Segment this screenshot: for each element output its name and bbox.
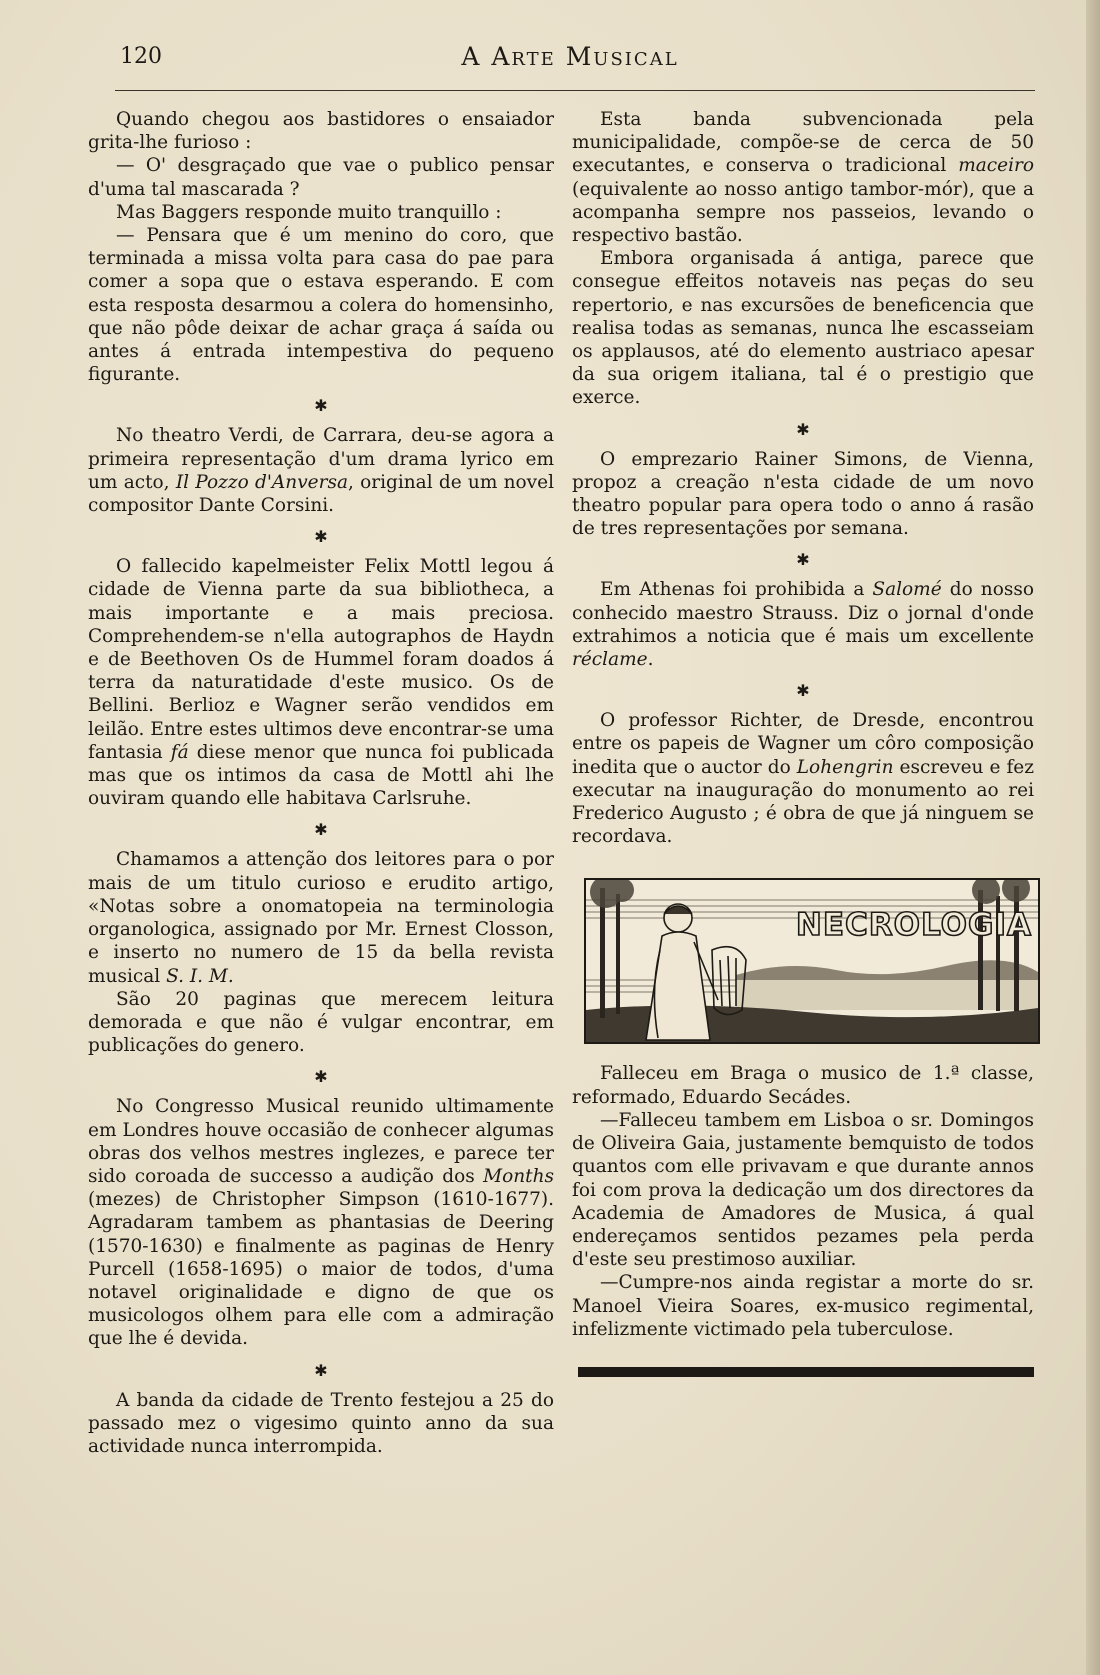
section-asterisk: ✱	[314, 820, 328, 840]
paragraph: A banda da cidade de Trento festejou a 25 do passado mez o vigesimo quinto anno da sua actividade nunca interrompida.	[88, 1389, 554, 1457]
paragraph: No Congresso Musical reunido ultimamente em Londres houve occasião de conhecer algumas obras dos velhos mestres inglezes, e parece ter sido coroada de successo a audição dos Months (mezes) de Christopher Simpson (1610-1677). Agradaram tambem as phantasias de Deering (1570-1630) e finalmente as paginas de Henry Purcell (1658-1695) o maior de todos, d'uma notavel originalidade e digno de que os musicologos olhem para elle com a admiração que lhe é devida.	[88, 1096, 554, 1350]
obituary-item: Falleceu em Braga o musico de 1.ª classe, reformado, Eduardo Secádes.	[572, 1063, 1034, 1108]
section-asterisk: ✱	[314, 1067, 328, 1087]
opera-title: Lohengrin	[796, 756, 894, 778]
section-asterisk: ✱	[796, 681, 810, 701]
paragraph: Quando chegou aos bastidores o ensaiador grita-lhe furioso :	[88, 109, 554, 154]
italic-term: fá	[170, 741, 189, 763]
section-asterisk: ✱	[314, 396, 328, 416]
section-asterisk: ✱	[314, 527, 328, 547]
paragraph: Chamamos a attenção dos leitores para o por mais de um titulo curioso e erudito artigo, «Notas sobre a onomatopeia na terminologia organologica, assignado por Mr. Ernest Closson, e inserto no numero de 15 da bella revista musical S. I. M.	[88, 849, 554, 987]
paragraph: Esta banda subvencionada pela municipalidade, compõe-se de cerca de 50 executantes, e conserva o tradicional maceiro (equivalente ao nosso antigo tambor-mór), que a acompanha sempre nos passeios, levando o respectivo bastão.	[572, 109, 1034, 247]
paragraph: Embora organisada á antiga, parece que consegue effeitos notaveis nas peças do seu repertorio, e nas excursões de beneficencia que realisa todas as semanas, nunca lhe escasseiam os applausos, até do elemento austriaco apesar da sua origem italiana, tal é o prestigio que exerce.	[572, 248, 1034, 409]
paragraph: Mas Baggers responde muito tranquillo :	[116, 201, 502, 223]
paragraph: São 20 paginas que merecem leitura demorada e que não é vulgar encontrar, em publicações do genero.	[88, 988, 554, 1057]
section-asterisk: ✱	[314, 1360, 328, 1380]
banner-illustration	[586, 880, 1038, 1042]
paragraph: O fallecido kapelmeister Felix Mottl legou á cidade de Vienna parte da sua bibliotheca, a mais importante e a mais preciosa. Comprehendem-se n'ella autographos de Haydn e de Beethoven Os de Hummel foram doados á terra da naturatidade d'este musico. Os de Bellini. Berlioz e Wagner serão vendidos em leilão. Entre estes ultimos deve encontrar-se uma fantasia fá diese menor que nunca foi publicada mas que os intimos da casa de Mottl ahi lhe ouviram quando elle habitava Carlsruhe.	[88, 556, 554, 810]
closing-rule	[578, 1367, 1034, 1377]
work-title: Months	[483, 1165, 554, 1187]
page-header	[90, 42, 1050, 82]
running-title: A Arte Musical	[461, 42, 679, 71]
obituary-item: —Cumpre-nos ainda registar a morte do sr. Manoel Vieira Soares, ex-musico regimental, infelizmente victimado pela tuberculose.	[572, 1272, 1034, 1340]
banner-title: NECROLOGIA	[795, 907, 1032, 944]
section-asterisk: ✱	[796, 419, 810, 439]
left-column	[88, 108, 554, 1458]
paragraph: — Pensara que é um menino do coro, que terminada a missa volta para casa do pae para comer a sopa que o estava esperando. E com esta resposta desarmou a colera do homensinho, que não pôde deixar de achar graça á saída ou antes á entrada intempestiva do pequeno figurante.	[88, 225, 554, 386]
obituary-item: —Falleceu tambem em Lisboa o sr. Domingos de Oliveira Gaia, justamente bemquisto de todos quantos com elle privavam e que durante annos foi com prova la dedicação um dos directores da Academia de Amadores de Musica, á qual endereçamos sentidos pezames pela perda d'este seu prestimoso auxiliar.	[572, 1109, 1034, 1271]
italic-term: maceiro	[958, 155, 1034, 177]
section-asterisk: ✱	[796, 550, 810, 570]
necrologia-banner	[584, 878, 1040, 1044]
paragraph: No theatro Verdi, de Carrara, deu-se agora a primeira representação d'um drama lyrico em um acto, Il Pozzo d'Anversa, original de um novel compositor Dante Corsini.	[88, 425, 554, 517]
right-column	[572, 108, 1034, 1377]
paragraph: O emprezario Rainer Simons, de Vienna, propoz a creação n'esta cidade de um novo theatro popular para opera todo o anno á rasão de tres representações por semana.	[572, 448, 1034, 540]
opera-title: Il Pozzo d'Anversa	[175, 471, 348, 493]
header-rule	[115, 90, 1035, 91]
opera-title: Salomé	[872, 579, 942, 601]
paragraph: — O' desgraçado que vae o publico pensar d'uma tal mascarada ?	[88, 155, 554, 200]
journal-title: S. I. M.	[166, 965, 234, 987]
paragraph: O professor Richter, de Dresde, encontrou entre os papeis de Wagner um côro composição inedita que o auctor do Lohengrin escreveu e fez executar na inauguração do monumento ao rei Frederico Augusto ; é obra de que já ninguem se recordava.	[572, 710, 1035, 848]
italic-term: réclame	[572, 649, 648, 671]
page-edge	[1086, 0, 1100, 1675]
paragraph: Em Athenas foi prohibida a Salomé do nosso conhecido maestro Strauss. Diz o jornal d'onde extrahimos a noticia que é mais um excellente réclame.	[572, 579, 1034, 671]
page-number: 120	[120, 44, 162, 69]
